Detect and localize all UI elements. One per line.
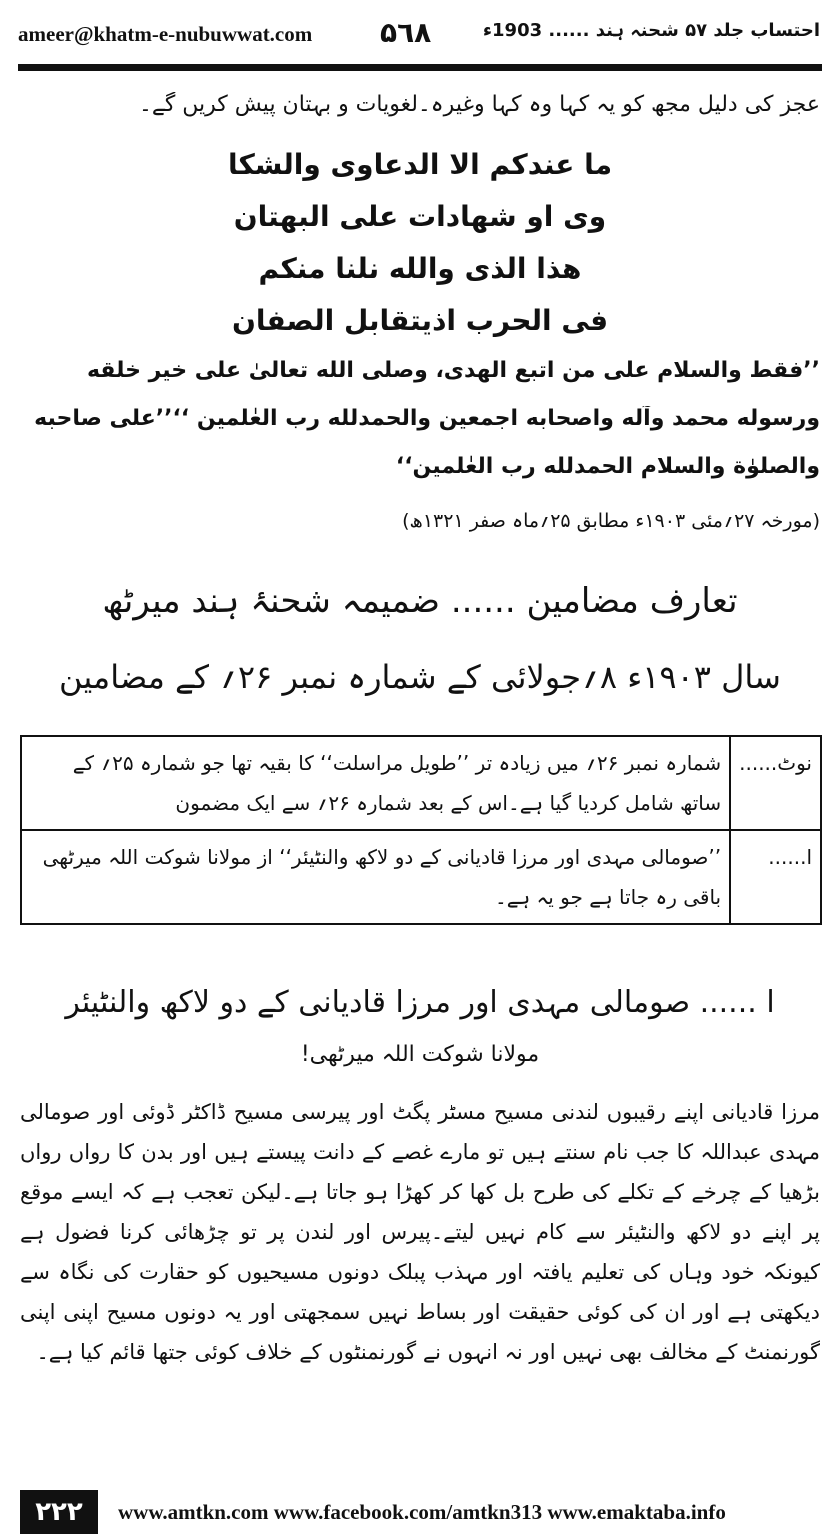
note-label: نوٹ...... [730,736,821,830]
notes-table [20,735,822,925]
body-paragraph: مرزا قادیانی اپنے رقیبوں لندنی مسیح مسٹر پگٹ اور پیرسی مسیح ڈاکٹر ڈوئی اور صومالی مہدی عبداللہ کا جب نام سنتے ہیں تو مارے غصے کے دانت پیستے ہیں اور بدن کا رواں رواں بڑھیا کے چرخے کے تکلے کی طرح بل کھا کر کھڑا ہو جاتا ہے۔لیکن تعجب ہے کہ ایسے موقع پر اپنے دو لاکھ والنٹیئر سے کام نہیں لیتے۔پیرس اور لندن پر تو چڑھائی کرنا فضول ہے کیونکہ خود وہاں کی تعلیم یافتہ اور مہذب پبلک دونوں مسیحیوں کو حقارت کی نگاہ سے دیکھتی ہے اور ان کی کوئی حقیقت اور بساط نہیں سمجھتی اور یہ دونوں مسیح اپنی اپنی گورنمنٹ کے مخالف بھی نہیں اور نہ انہوں نے گورنمنٹوں کے خلاف کوئی جتھا قائم کیا ہے۔ [20,1100,820,1364]
verse-line-3: هذا الذی والله نلنا منکم [258,252,582,285]
page-footer [0,1488,840,1540]
contents-subtitle: سال ۱۹۰۳ء ۸؍جولائی کے شمارہ نمبر ۲۶؍ کے مضامین [59,658,781,696]
arabic-line-1: ’’فقط والسلام علی من اتبع الهدی، وصلی الله تعالیٰ علی خیر خلقه [86,358,820,383]
item-label: ا...... [730,830,821,924]
verse-line-1: ما عندکم الا الدعاوی والشکا [227,148,613,181]
contents-title: تعارف مضامین ...... ضمیمہ شحنۂ ہند میرٹھ [102,581,738,621]
table-row [21,736,821,830]
header-email: ameer@khatm-e-nubuwwat.com [18,22,313,46]
header-rule [18,64,822,71]
footer-page-number: ۲۲۲ [20,1490,98,1534]
date-line: (مورخہ ۲۷؍مئی ۱۹۰۳ء مطابق ۲۵؍ماہ صفر ۱۳۲۱ھ) [402,510,820,532]
intro-line: عجز کی دلیل مجھ کو یہ کہا وہ کہا وغیرہ۔لغویات و بہتان پیش کریں گے۔ [139,92,820,117]
item-text: ’’صومالی مہدی اور مرزا قادیانی کے دو لاکھ والنٹیئر‘‘ از مولانا شوکت اللہ میرٹھی باقی رہ جاتا ہے جو یہ ہے۔ [21,830,730,924]
footer-websites: www.amtkn.com www.facebook.com/amtkn313 www.emaktaba.info [118,1500,726,1524]
verse-line-2: وی او شهادات علی البهتان [233,200,607,233]
section-title: ا ...... صومالی مہدی اور مرزا قادیانی کے دو لاکھ والنٹیئر [65,985,775,1020]
note-text: شمارہ نمبر ۲۶؍ میں زیادہ تر ’’طویل مراسلت‘‘ کا بقیہ تھا جو شمارہ ۲۵؍ کے ساتھ شامل کردیا گیا ہے۔اس کے بعد شمارہ ۲۶؍ سے ایک مضمون [21,736,730,830]
header-page-number: ۵٦۸ [380,16,432,49]
header-running-title: احتساب جلد ۵۷ شحنہ ہند ...... 1903ء [482,20,820,41]
section-author: مولانا شوکت اللہ میرٹھی! [300,1042,540,1067]
table-row [21,830,821,924]
verse-line-4: فی الحرب اذیتقابل الصفان [231,304,609,337]
arabic-line-2: ورسوله محمد وآله واصحابه اجمعین والحمدلله رب العٰلمین ‘‘’’علی صاحبه [34,406,820,431]
page-header [0,0,840,66]
arabic-line-3: والصلوٰة والسلام الحمدلله رب العٰلمین‘‘ [395,454,820,479]
